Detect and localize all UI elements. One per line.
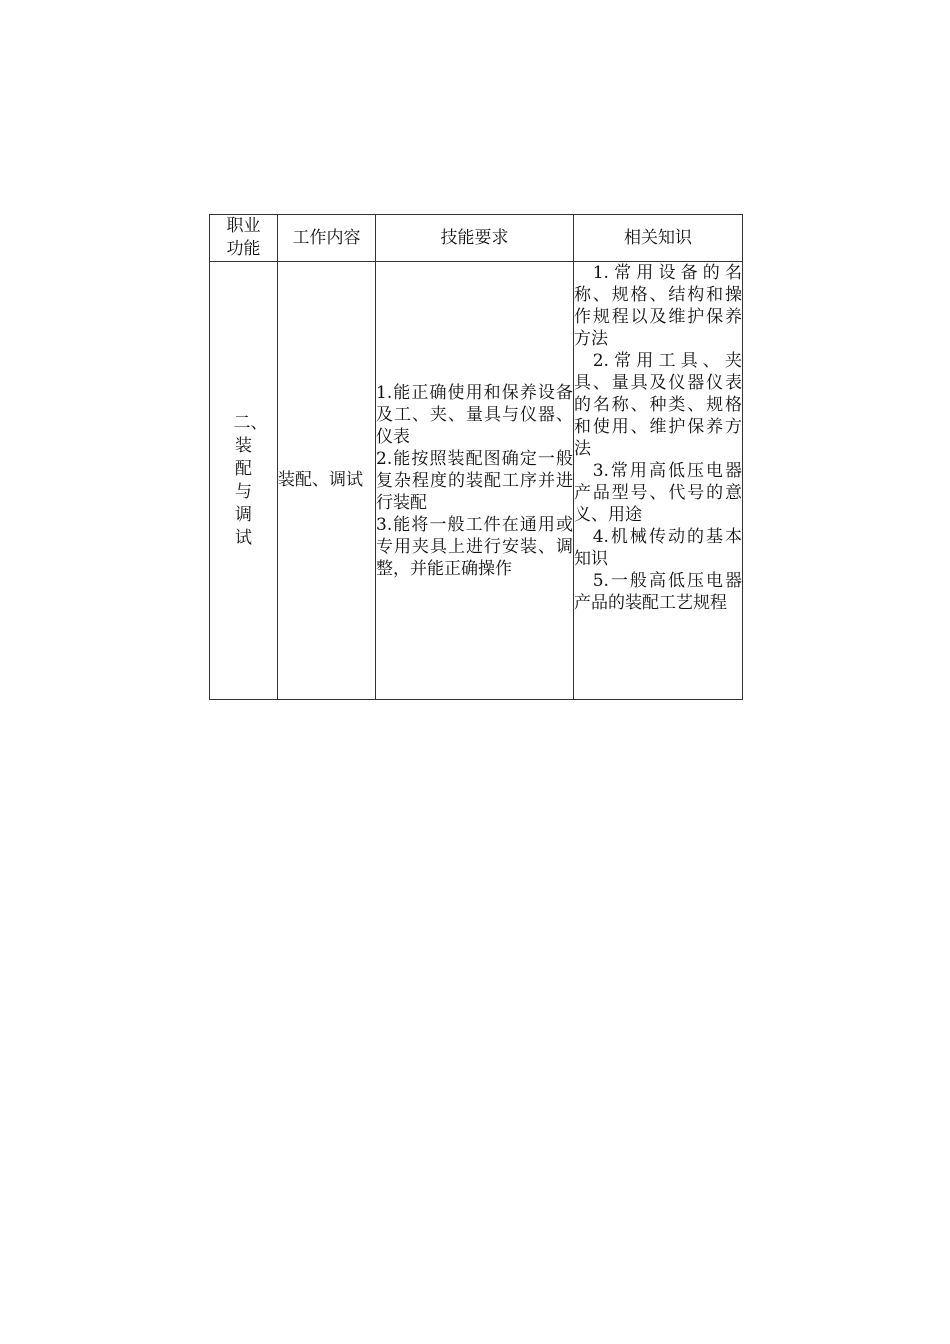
occupational-function-text: 二、装配与调试: [233, 412, 268, 548]
header-work-content: 工作内容: [278, 215, 376, 262]
knowledge-item: 2.常用工具、夹具、量具及仪器仪表的名称、种类、规格和使用、维护保养方法: [574, 351, 742, 459]
related-knowledge-cell: [574, 262, 743, 700]
knowledge-item: 1.常用设备的名称、规格、结构和操作规程以及维护保养方法: [574, 263, 742, 349]
skill-requirements-cell: [376, 262, 574, 700]
header-skill-requirements: 技能要求: [376, 215, 574, 262]
header-occupational-function: [210, 215, 278, 262]
header-related-knowledge: 相关知识: [574, 215, 743, 262]
skills-table: [209, 214, 743, 700]
table-header-row: [210, 215, 743, 262]
skill-requirement-item: 3.能将一般工件在通用或专用夹具上进行安装、调整，并能正确操作: [376, 514, 573, 579]
skill-requirement-item: 1.能正确使用和保养设备及工、夹、量具与仪器、仪表: [376, 382, 573, 447]
work-content-text: 装配、调试: [278, 470, 363, 490]
knowledge-item: 5.一般高低压电器产品的装配工艺规程: [574, 571, 742, 613]
work-content-cell: [278, 262, 376, 700]
knowledge-item: 3.常用高低压电器产品型号、代号的意义、用途: [574, 461, 742, 525]
table-row: [210, 262, 743, 700]
skill-requirement-item: 2.能按照装配图确定一般复杂程度的装配工序并进行装配: [376, 448, 573, 513]
occupational-function-cell: [210, 262, 278, 700]
knowledge-item: 4.机械传动的基本知识: [574, 527, 742, 569]
header-occupational-function-label: 职业功能: [226, 216, 261, 259]
